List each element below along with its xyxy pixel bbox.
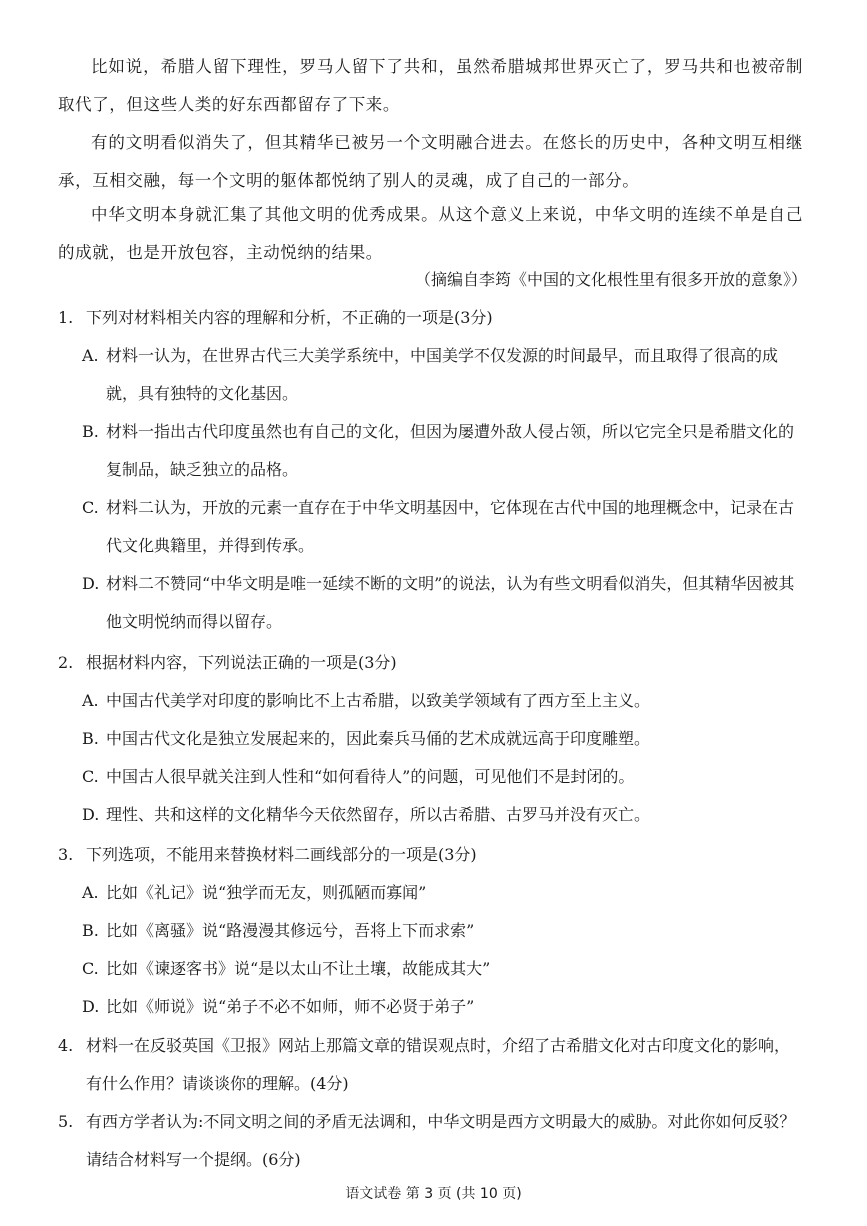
option-text: 比如《谏逐客书》说“是以太山不让土壤，故能成其大” (106, 959, 491, 978)
option-text: 比如《离骚》说“路漫漫其修远兮，吾将上下而求索” (106, 921, 475, 940)
option-label: A. (82, 346, 99, 365)
question-text: 材料一在反驳英国《卫报》网站上那篇文章的错误观点时，介绍了古希腊文化对古印度文化的影响，有什么作用？请谈谈你的理解。(4分) (86, 1036, 791, 1093)
passage-paragraph-2: 有的文明看似消失了，但其精华已被另一个文明融合进去。在悠长的历史中，各种文明互相继承，互相交融，每一个文明的躯体都悦纳了别人的灵魂，成了自己的一部分。 (58, 133, 803, 190)
option-label: D. (82, 805, 100, 824)
option-label: C. (82, 959, 99, 978)
option-d (58, 796, 803, 834)
passage-paragraph-1: 比如说，希腊人留下理性，罗马人留下了共和，虽然希腊城邦世界灭亡了，罗马共和也被帝制取代了，但这些人类的好东西都留存了下来。 (58, 57, 803, 114)
option-c (58, 758, 803, 796)
option-b (58, 413, 803, 489)
option-text: 理性、共和这样的文化精华今天依然留存，所以古希腊、古罗马并没有灭亡。 (106, 805, 651, 824)
option-c (58, 950, 803, 988)
question-text: 下列选项，不能用来替换材料二画线部分的一项是(3分) (86, 845, 477, 864)
option-a (58, 337, 803, 413)
option-b (58, 912, 803, 950)
question-text: 下列对材料相关内容的理解和分析，不正确的一项是(3分) (86, 308, 493, 327)
option-text: 材料一认为，在世界古代三大美学系统中，中国美学不仅发源的时间最早，而且取得了很高的成就，具有独特的文化基因。 (106, 346, 779, 403)
option-text: 材料二认为，开放的元素一直存在于中华文明基因中，它体现在古代中国的地理概念中，记录在古代文化典籍里，并得到传承。 (106, 498, 795, 555)
option-a (58, 874, 803, 912)
option-text: 中国古代美学对印度的影响比不上古希腊，以致美学领域有了西方至上主义。 (106, 691, 651, 710)
option-text: 材料二不赞同“中华文明是唯一延续不断的文明”的说法，认为有些文明看似消失，但其精华因被其他文明悦纳而得以留存。 (106, 574, 795, 631)
option-label: D. (82, 997, 100, 1016)
question-number: 5. (58, 1112, 74, 1131)
option-d (58, 565, 803, 641)
option-c (58, 489, 803, 565)
option-label: B. (82, 422, 99, 441)
option-b (58, 720, 803, 758)
option-text: 中国古代文化是独立发展起来的，因此秦兵马俑的艺术成就远高于印度雕塑。 (106, 729, 651, 748)
question-stem (58, 1027, 803, 1103)
question-stem (58, 644, 803, 682)
question-4 (58, 1027, 803, 1103)
option-d (58, 988, 803, 1026)
option-label: D. (82, 574, 100, 593)
question-5 (58, 1103, 803, 1179)
question-number: 1. (58, 308, 74, 327)
option-text: 比如《礼记》说“独学而无友，则孤陋而寡闻” (106, 883, 427, 902)
option-label: C. (82, 767, 99, 786)
question-stem (58, 299, 803, 337)
page-footer: 语文试卷 第 3 页 (共 10 页) (345, 1186, 522, 1202)
question-3 (58, 836, 803, 1026)
question-number: 2. (58, 653, 74, 672)
passage-source: （摘编自李筠《中国的文化根性里有很多开放的意象》） (414, 270, 807, 289)
question-text: 根据材料内容，下列说法正确的一项是(3分) (86, 653, 397, 672)
question-text: 有西方学者认为:不同文明之间的矛盾无法调和，中华文明是西方文明最大的威胁。对此你如何反驳？请结合材料写一个提纲。(6分) (86, 1112, 796, 1169)
option-label: B. (82, 921, 99, 940)
question-number: 4. (58, 1036, 74, 1055)
question-1 (58, 299, 803, 641)
option-label: C. (82, 498, 99, 517)
option-text: 比如《师说》说“弟子不必不如师，师不必贤于弟子” (106, 997, 475, 1016)
question-number: 3. (58, 845, 74, 864)
question-stem (58, 836, 803, 874)
question-stem (58, 1103, 803, 1179)
option-label: A. (82, 883, 99, 902)
option-text: 材料一指出古代印度虽然也有自己的文化，但因为屡遭外敌人侵占领，所以它完全只是希腊文化的复制品，缺乏独立的品格。 (106, 422, 795, 479)
passage-paragraph-3: 中华文明本身就汇集了其他文明的优秀成果。从这个意义上来说，中华文明的连续不单是自己的成就，也是开放包容，主动悦纳的结果。 (58, 205, 803, 262)
option-a (58, 682, 803, 720)
option-label: B. (82, 729, 99, 748)
option-text: 中国古人很早就关注到人性和“如何看待人”的问题，可见他们不是封闭的。 (106, 767, 635, 786)
option-label: A. (82, 691, 99, 710)
question-2 (58, 644, 803, 834)
